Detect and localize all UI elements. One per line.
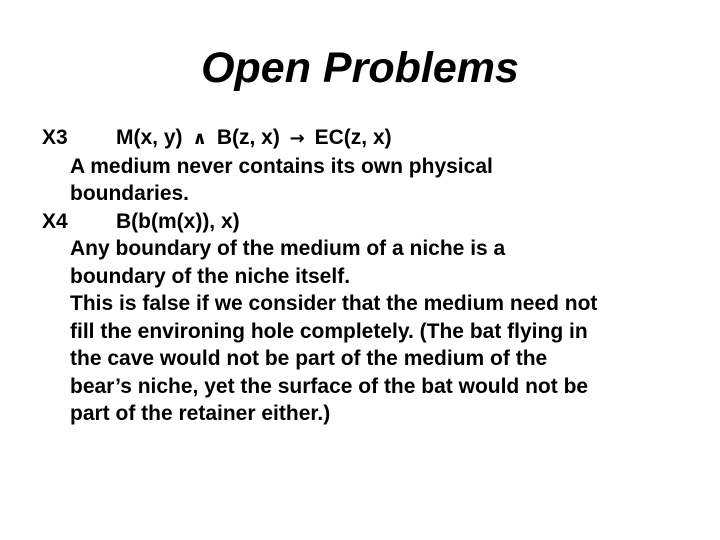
axiom-x3-header bbox=[42, 124, 712, 153]
formula-term: M(x, y) bbox=[116, 126, 183, 149]
axiom-x4-line: boundary of the niche itself. bbox=[70, 264, 351, 288]
axiom-x4-line: Any boundary of the medium of a niche is a bbox=[70, 237, 506, 260]
formula-term: B(z, x) bbox=[216, 126, 280, 149]
axiom-x4-line: fill the environing hole completely. (The bat flying in bbox=[70, 319, 588, 343]
axiom-x3-line: A medium never contains its own physical bbox=[70, 154, 493, 178]
axiom-id: X4 bbox=[42, 209, 68, 233]
axiom-id: X3 bbox=[42, 126, 68, 149]
axiom-x4-line: bear’s niche, yet the surface of the bat would not be bbox=[70, 374, 589, 398]
axiom-x3-line: boundaries. bbox=[70, 182, 190, 205]
implies-arrow-symbol: → bbox=[289, 128, 305, 149]
axiom-x4-line: the cave would not be part of the medium of the bbox=[70, 347, 548, 370]
axiom-formula bbox=[116, 124, 392, 153]
axiom-x4-line: This is false if we consider that the medium need not bbox=[70, 292, 598, 315]
slide-title: Open Problems bbox=[201, 44, 519, 92]
axiom-formula: B(b(m(x)), x) bbox=[116, 209, 240, 233]
slide-body bbox=[42, 124, 712, 428]
axiom-x4-header bbox=[42, 208, 712, 236]
logical-and-symbol: ∧ bbox=[192, 128, 207, 149]
formula-term: EC(z, x) bbox=[314, 126, 392, 149]
axiom-x4-line: part of the retainer either.) bbox=[70, 402, 331, 425]
